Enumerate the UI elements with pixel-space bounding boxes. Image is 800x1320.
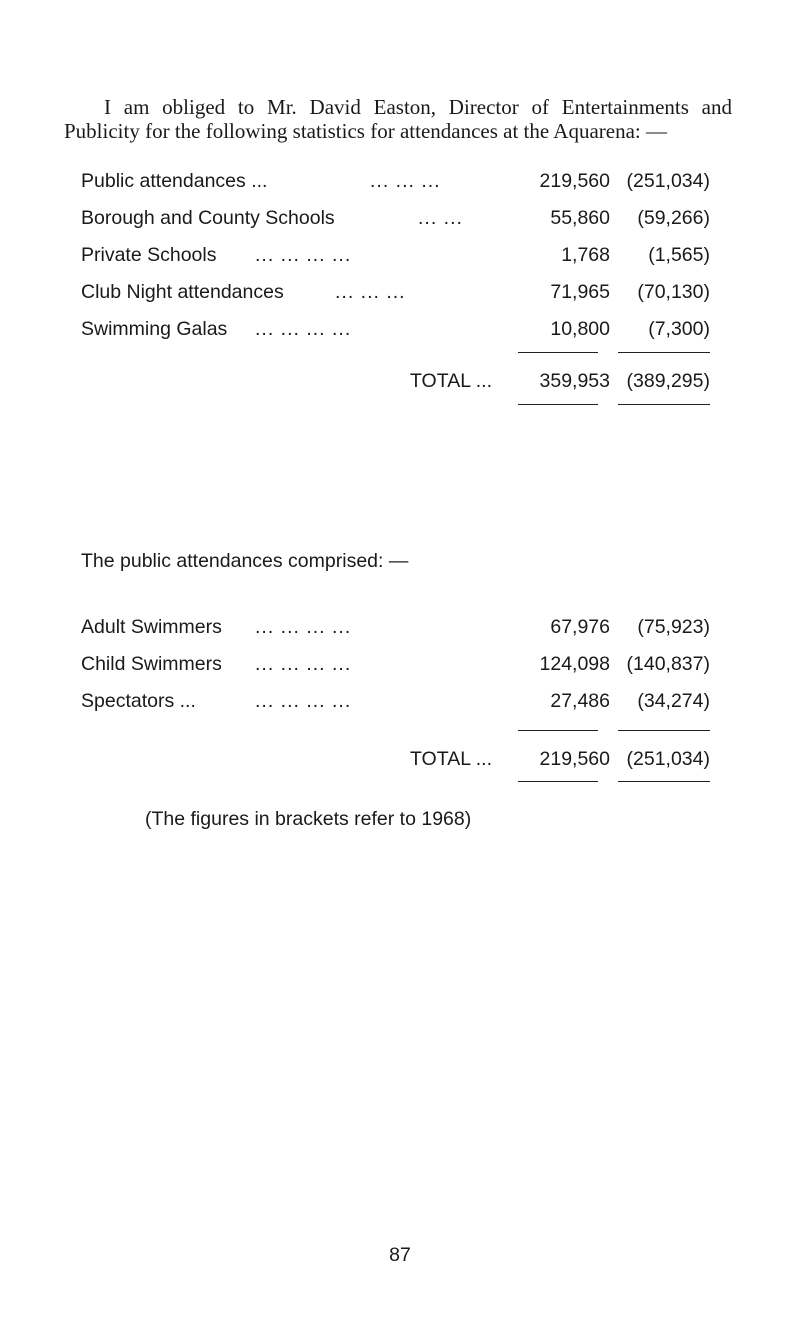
leader-dots: ... ... ... [335, 281, 406, 303]
leader-dots: ... ... ... [370, 170, 441, 192]
total-row [0, 368, 800, 394]
intro-line-1: I am obliged to Mr. David Easton, Director of Entertainments and [104, 95, 732, 119]
row-prev-value: (75,923) [637, 616, 710, 638]
row-label: Private Schools [81, 244, 217, 266]
row-label: Child Swimmers [81, 653, 222, 675]
row-label: Public attendances ... [81, 170, 268, 192]
footnote: (The figures in brackets refer to 1968) [145, 808, 472, 830]
row-label: Swimming Galas [81, 318, 228, 340]
row-prev-value: (1,565) [648, 244, 710, 266]
total-row [0, 746, 800, 772]
leader-dots: ... ... ... ... [255, 653, 352, 675]
subtotal-rule [518, 352, 598, 353]
intro-line-2: Publicity for the following statistics for attendances at the Aquarena: — [64, 119, 668, 143]
leader-dots: ... ... ... ... [255, 318, 352, 340]
section-subheading: The public attendances comprised: — [81, 550, 409, 572]
table-row [0, 205, 800, 231]
row-prev-value: (34,274) [637, 690, 710, 712]
total-value: 219,560 [539, 748, 610, 770]
row-prev-value: (70,130) [637, 281, 710, 303]
total-rule [518, 404, 598, 405]
row-prev-value: (251,034) [626, 170, 710, 192]
row-prev-value: (7,300) [648, 318, 710, 340]
leader-dots: ... ... [418, 207, 463, 229]
table-row [0, 614, 800, 640]
row-value: 219,560 [539, 170, 610, 192]
total-label: TOTAL ... [410, 370, 492, 392]
row-value: 67,976 [550, 616, 610, 638]
total-rule [618, 404, 710, 405]
row-label: Adult Swimmers [81, 616, 222, 638]
subtotal-rule [518, 730, 598, 731]
table-row [0, 168, 800, 194]
subtotal-rule [618, 730, 710, 731]
total-label: TOTAL ... [410, 748, 492, 770]
row-value: 124,098 [539, 653, 610, 675]
table-row [0, 651, 800, 677]
subtotal-rule [618, 352, 710, 353]
row-prev-value: (140,837) [626, 653, 710, 675]
row-prev-value: (59,266) [637, 207, 710, 229]
row-label: Borough and County Schools [81, 207, 335, 229]
table-row [0, 316, 800, 342]
table-row [0, 688, 800, 714]
row-value: 55,860 [550, 207, 610, 229]
total-prev-value: (251,034) [626, 748, 710, 770]
total-rule [618, 781, 710, 782]
total-rule [518, 781, 598, 782]
row-label: Club Night attendances [81, 281, 284, 303]
page-number: 87 [389, 1244, 411, 1266]
leader-dots: ... ... ... ... [255, 244, 352, 266]
row-value: 1,768 [561, 244, 610, 266]
row-value: 71,965 [550, 281, 610, 303]
intro-paragraph [64, 95, 732, 143]
leader-dots: ... ... ... ... [255, 690, 352, 712]
row-label: Spectators ... [81, 690, 196, 712]
table-row [0, 279, 800, 305]
total-value: 359,953 [539, 370, 610, 392]
table-row [0, 242, 800, 268]
row-value: 27,486 [550, 690, 610, 712]
leader-dots: ... ... ... ... [255, 616, 352, 638]
row-value: 10,800 [550, 318, 610, 340]
total-prev-value: (389,295) [626, 370, 710, 392]
